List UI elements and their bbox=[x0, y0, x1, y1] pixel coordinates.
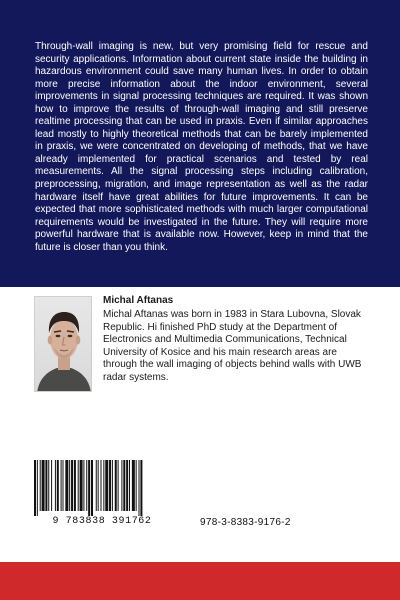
blurb-text: Through-wall imaging is new, but very promising field for rescue and security applications. Information about current state inside the building in hazardous environment could save many human lives. In order to obtain more precise information about the indoor environment, several improvements in signal processing techniques are required. It was shown how to improve the results of through-wall imaging and still preserve realtime processing that can be used in praxis. Even if similar approaches lead mostly to highly theoretical methods that can be barely implemented in praxis, we were concentrated on developing of methods, that we have already implemented for practical scenarios and tested by real measurements. All the signal processing steps including calibration, preprocessing, migration, and image representation as well as the radar hardware itself have great abilities for future improvements. It can be expected that more sophisticated methods with much larger computational requirements would be investigated in the future. They will require more powerful hardware that is available now. However, keep in mind that the future is closer than you think. bbox=[35, 41, 368, 253]
barcode-bar bbox=[45, 460, 47, 511]
barcode-bar bbox=[63, 460, 64, 511]
barcode-bar bbox=[61, 460, 62, 511]
barcode-bar bbox=[57, 460, 59, 511]
barcode-bar bbox=[51, 460, 52, 511]
barcode-bar bbox=[118, 460, 119, 511]
barcode-bar bbox=[71, 460, 73, 511]
barcode-bar bbox=[112, 460, 113, 511]
barcode-bar bbox=[65, 460, 68, 511]
barcode-digits: 9 783838 391762 bbox=[52, 516, 152, 527]
barcode-bar bbox=[109, 460, 111, 511]
barcode-bars bbox=[32, 460, 172, 516]
barcode-bar bbox=[40, 460, 41, 511]
barcode-bar bbox=[126, 460, 128, 511]
author-bio: Michal Aftanas was born in 1983 in Stara Lubovna, Slovak Republic. Hi finished PhD study at the Department of Electronics and Multimedia Communications, Technical University of Kosice and his main research areas are through the wall imaging of objects behind walls with UWB radar systems. bbox=[103, 309, 362, 383]
barcode-bar bbox=[48, 460, 49, 511]
barcode-bar bbox=[98, 460, 99, 511]
barcode-bar bbox=[74, 460, 76, 511]
author-portrait-image bbox=[35, 297, 92, 392]
barcode-bar bbox=[136, 460, 137, 511]
barcode-bar bbox=[86, 460, 87, 511]
author-photo bbox=[34, 296, 92, 392]
barcode-bar bbox=[105, 460, 108, 511]
bottom-accent-bar bbox=[0, 562, 400, 600]
barcode-bar bbox=[91, 460, 93, 516]
barcode-bar bbox=[132, 460, 135, 511]
barcode-bar bbox=[55, 460, 56, 511]
author-name: Michal Aftanas bbox=[103, 295, 174, 306]
barcode-bar bbox=[96, 460, 97, 511]
barcode-bar bbox=[69, 460, 70, 511]
barcode-bar bbox=[115, 460, 117, 511]
barcode-bar bbox=[34, 460, 36, 516]
barcode-bar bbox=[139, 460, 140, 516]
isbn-number: 978-3-8383-9176-2 bbox=[200, 517, 291, 528]
barcode-bar bbox=[121, 460, 122, 511]
blurb-panel bbox=[0, 0, 400, 287]
barcode-bar bbox=[140, 460, 142, 516]
barcode-bar bbox=[88, 460, 90, 516]
barcode-bar bbox=[80, 460, 83, 511]
barcode-bar bbox=[101, 460, 102, 511]
barcode-bar bbox=[123, 460, 125, 511]
barcode-bar bbox=[37, 460, 38, 516]
barcode-bar bbox=[129, 460, 130, 511]
barcode-bar bbox=[83, 460, 84, 511]
barcode-bar bbox=[103, 460, 104, 511]
barcode-bar bbox=[42, 460, 45, 511]
barcode-bar bbox=[78, 460, 79, 511]
